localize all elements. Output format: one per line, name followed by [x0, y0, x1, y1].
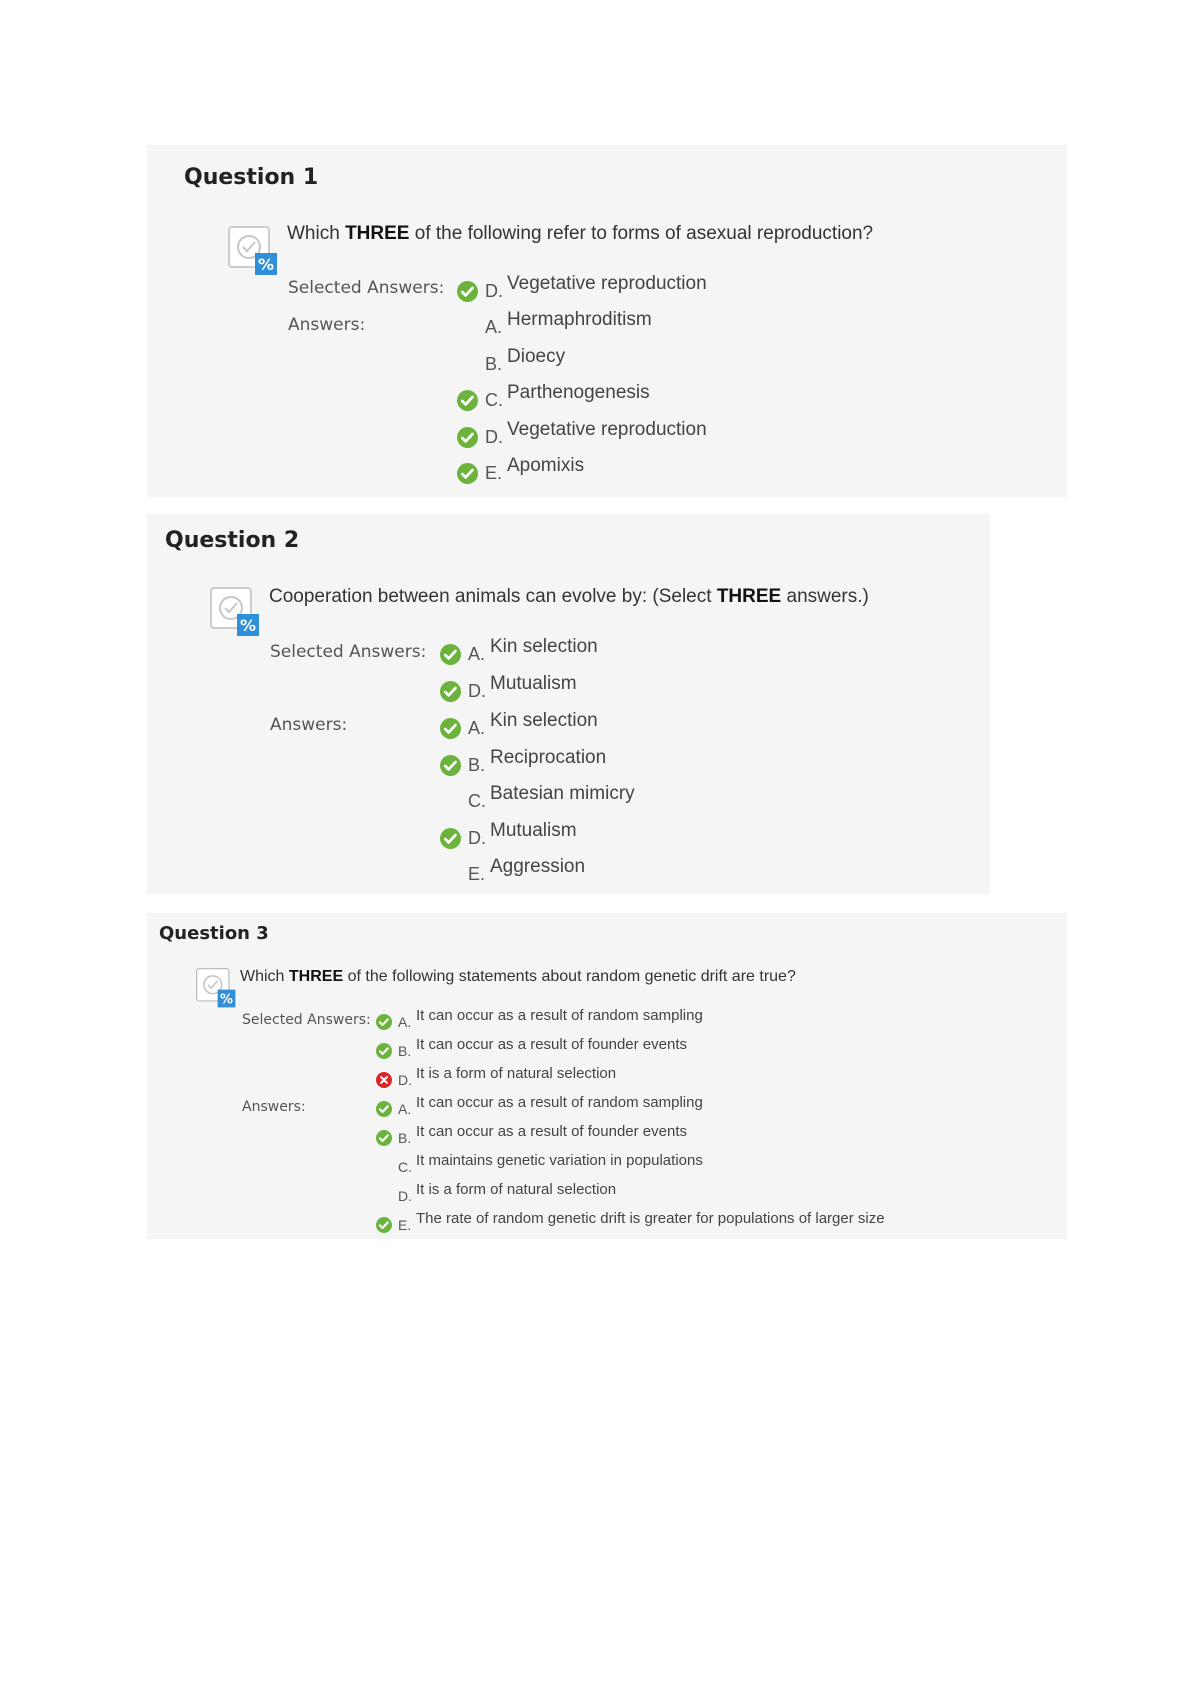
option-text: Dioecy — [507, 345, 566, 367]
option-letter: C. — [398, 1159, 412, 1175]
check-circle-icon — [440, 828, 461, 849]
survey-percent-icon — [195, 967, 237, 1009]
option-letter: B. — [485, 353, 503, 374]
check-circle-icon — [457, 427, 478, 448]
option-text: It can occur as a result of founder events — [416, 1036, 687, 1053]
option-letter: D. — [485, 281, 503, 301]
selected-answers-label: Selected Answers: — [270, 642, 427, 662]
check-circle-icon — [457, 281, 478, 302]
check-circle-icon — [376, 1101, 392, 1117]
option-letter: A. — [485, 317, 503, 337]
answers-label: Answers: — [270, 715, 348, 735]
check-circle-icon — [376, 1043, 392, 1059]
svg-text:%: % — [239, 616, 257, 635]
option-letter: B. — [398, 1043, 412, 1059]
option-text: It can occur as a result of founder events — [416, 1123, 687, 1140]
option-text: Kin selection — [490, 636, 598, 657]
survey-percent-icon — [227, 225, 279, 277]
answers-label: Answers: — [288, 315, 366, 335]
x-circle-icon — [376, 1072, 392, 1088]
option-letter: D. — [468, 827, 486, 848]
svg-text:%: % — [257, 255, 275, 274]
option-text: Reciprocation — [490, 746, 607, 768]
option-letter: A. — [468, 718, 486, 738]
check-circle-icon — [440, 681, 461, 702]
check-circle-icon — [440, 755, 461, 776]
check-circle-icon — [457, 390, 478, 411]
option-text: It maintains genetic variation in populations — [416, 1152, 703, 1169]
option-letter: A. — [468, 644, 486, 664]
question-3-panel — [147, 913, 1067, 1239]
question-title: Question 1 — [184, 165, 319, 190]
check-circle-icon — [376, 1130, 392, 1146]
option-letter: D. — [468, 680, 486, 701]
option-text: Parthenogenesis — [507, 382, 650, 403]
survey-percent-icon — [209, 586, 261, 638]
question-title: Question 3 — [159, 923, 269, 944]
check-circle-icon — [376, 1014, 392, 1030]
answers-label: Answers: — [242, 1099, 306, 1115]
option-letter: B. — [468, 754, 486, 775]
option-letter: E. — [398, 1217, 412, 1233]
question-prompt: Cooperation between animals can evolve by: (Select THREE answers.) — [269, 586, 869, 607]
option-text: Apomixis — [507, 455, 585, 476]
option-letter: E. — [468, 864, 486, 884]
option-text: Hermaphroditism — [507, 309, 652, 330]
option-letter: A. — [398, 1101, 412, 1117]
question-prompt: Which THREE of the following refer to forms of asexual reproduction? — [287, 223, 874, 244]
check-circle-icon — [440, 644, 461, 665]
check-circle-icon — [440, 718, 461, 739]
question-title: Question 2 — [165, 528, 300, 553]
question-1-panel — [147, 145, 1067, 497]
check-circle-icon — [457, 463, 478, 484]
option-letter: C. — [468, 791, 486, 811]
check-circle-icon — [376, 1217, 392, 1233]
option-letter: A. — [398, 1014, 412, 1030]
option-text: It can occur as a result of random sampling — [416, 1007, 703, 1024]
option-text: Vegetative reproduction — [507, 418, 707, 440]
option-text: Aggression — [490, 856, 586, 877]
option-text: The rate of random genetic drift is greater for populations of larger size — [416, 1210, 885, 1227]
option-text: Mutualism — [490, 819, 577, 841]
option-text: Vegetative reproduction — [507, 273, 707, 294]
option-letter: D. — [398, 1072, 412, 1088]
question-prompt: Which THREE of the following statements about random genetic drift are true? — [240, 968, 796, 985]
option-letter: E. — [485, 463, 503, 483]
option-letter: B. — [398, 1130, 412, 1146]
selected-answers-label: Selected Answers: — [242, 1012, 371, 1028]
option-letter: D. — [398, 1188, 412, 1204]
question-2-panel — [147, 514, 990, 894]
option-letter: D. — [485, 426, 503, 447]
svg-text:%: % — [220, 992, 233, 1008]
option-text: Kin selection — [490, 710, 598, 731]
option-text: It is a form of natural selection — [416, 1065, 617, 1082]
option-text: Batesian mimicry — [490, 783, 635, 804]
option-text: It is a form of natural selection — [416, 1181, 617, 1198]
selected-answers-label: Selected Answers: — [288, 278, 445, 298]
option-text: Mutualism — [490, 672, 577, 694]
option-text: It can occur as a result of random sampling — [416, 1094, 703, 1111]
option-letter: C. — [485, 390, 503, 410]
